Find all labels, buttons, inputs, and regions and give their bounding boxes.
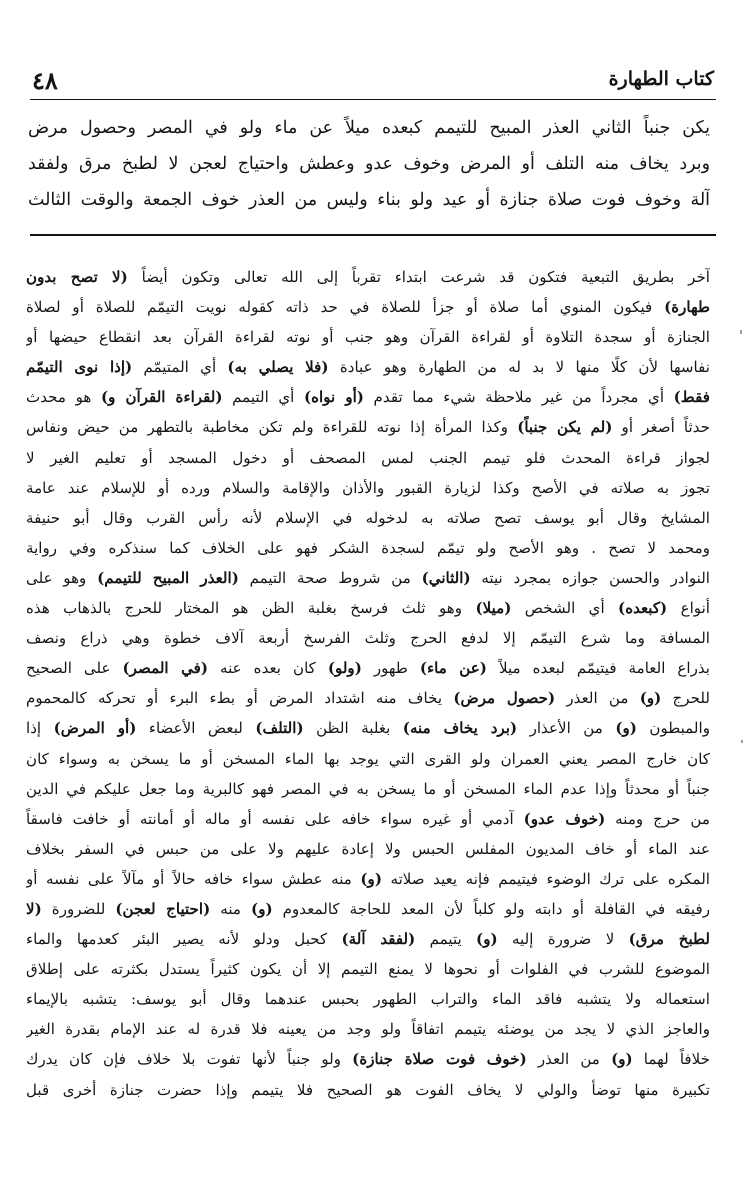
commentary-text: الموضوع للشرب في الفلوات أو نحوها لا يمنع التيمم إلا أن يكون كثيراً يستدل بكثرته على إطلاق — [26, 960, 710, 979]
quoted-matn-phrase: (و) — [615, 719, 637, 738]
commentary-text: أي الشخص — [511, 599, 619, 618]
commentary-line — [26, 774, 710, 804]
matn-line: آلة وخوف فوت صلاة جنازة أو عيد ولو بناء وليس من العذر خوف الجمعة والوقت الثالث — [28, 190, 710, 210]
commentary-text: المسافة وما شرع التيمّم إلا لدفع الحرج وثلث الفرسخ أربعة آلاف خطوة وهي ذراع ونصف — [26, 629, 710, 648]
commentary-text: أي التيمم — [222, 388, 304, 407]
quoted-matn-phrase: (و) — [611, 1050, 633, 1069]
commentary-text: لبعض الأعضاء — [136, 719, 256, 738]
commentary-text: من شروط صحة التيمم — [238, 568, 422, 587]
commentary-text: منه — [210, 899, 252, 918]
commentary-text: كان خارج المصر يعني العمران ولو القرى التي يوجد بها الماء المسخن أو ما يسخن به وسواء كان — [26, 749, 710, 768]
commentary-line — [26, 623, 710, 653]
commentary-line — [26, 1044, 710, 1074]
quoted-matn-phrase: (لقراءة القرآن و) — [100, 388, 223, 407]
commentary-line — [26, 533, 710, 563]
quoted-matn-phrase: (برد يخاف منه) — [402, 719, 518, 738]
commentary-line — [26, 894, 710, 924]
commentary-text: رفيقه في القافلة أو دابته ولو كلباً لأن المعد للحاجة كالمعدوم — [272, 899, 710, 918]
quoted-matn-phrase: (و) — [639, 689, 662, 708]
commentary-line — [26, 744, 710, 774]
quoted-matn-phrase: (أو نواه) — [304, 388, 364, 407]
commentary-line — [26, 443, 710, 473]
chapter-title: كتاب الطهارة — [608, 68, 714, 90]
quoted-matn-phrase: (لفقد آلة) — [341, 930, 416, 949]
quoted-matn-phrase: (عن ماء) — [419, 659, 487, 678]
commentary-text: ومحمد لا تصح . وهو الأصح ولو تيمّم لسجدة الشكر فهو على الخلاف كما سنذكره وفي رواية — [26, 538, 710, 557]
quoted-matn-phrase: (أو المرض) — [53, 719, 137, 738]
quoted-matn-phrase: (لا — [26, 899, 42, 918]
commentary-line — [26, 804, 710, 834]
commentary-text: نفاسها لأن كلًا منها لا بد له من الطهارة وهو عبادة — [328, 358, 710, 377]
commentary-line — [26, 352, 710, 382]
commentary-text: يخاف منه اشتداد المرض أو بطء البرء أو تحركه كالمحموم — [26, 689, 454, 708]
quoted-matn-phrase: (لم يكن جنباً) — [517, 418, 613, 437]
commentary-text: هو محدث — [26, 388, 101, 407]
commentary-text: أنواع — [667, 599, 710, 618]
page-number: ٤٨ — [32, 66, 58, 95]
commentary-line — [26, 834, 710, 864]
quoted-matn-phrase: (العذر المبيح للتيمم) — [97, 568, 239, 587]
commentary-text: والعاجز الذي لا يجد من يوضئه يتيمم اتفاقاً ولو وجد من يعينه فلا قدرة له عند الإمام بقدرة الغير — [26, 1020, 710, 1039]
quoted-matn-phrase: (كبعده) — [618, 599, 668, 618]
matn-line: وبرد يخاف منه التلف أو المرض وخوف عدو وعطش واحتياج لعجن لا لطبخ مرق ولفقد — [28, 154, 710, 174]
commentary-text: تكبيرة منها توضأ والولي لا يخاف الفوت هو الصحيح فلا يتيمم وإذا حضرت جنازة أخرى قبل — [26, 1080, 710, 1099]
commentary-text: بذراع العامة فيتيمّم لبعده ميلاً — [486, 659, 710, 678]
commentary-text: أي مجرداً من غير ملاحظة شيء مما تقدم — [363, 388, 674, 407]
commentary-text: المكره على ترك الوضوء فيتيمم فإنه يعيد صلاته — [381, 869, 710, 888]
commentary-line — [26, 382, 710, 412]
header-rule — [30, 99, 716, 100]
commentary-text: طهور — [361, 659, 420, 678]
commentary-text: استعماله ولا يتشبه فاقد الماء والتراب الطهور بحبس عندهما وقال أبو يوسف: يتشبه بالإيماء — [26, 990, 710, 1009]
commentary-text: خلافاً لهما — [632, 1050, 710, 1069]
commentary-text: على الصحيح — [26, 659, 123, 678]
commentary-text: بغلبة الظن — [303, 719, 403, 738]
commentary-text: حدثاً أصغر أو — [612, 418, 710, 437]
scan-speck — [740, 330, 742, 334]
quoted-matn-phrase: (في المصر) — [122, 659, 209, 678]
commentary-line — [26, 864, 710, 894]
quoted-matn-phrase: طهارة) — [664, 298, 710, 317]
commentary-text: ولو جنباً لأنها تفوت بلا خلاف فإن كان يدرك — [26, 1050, 353, 1069]
commentary-text: عند الماء أو خاف المديون المفلس الحبس ولا إعادة عليهم ولا على من حبس في السفر بخلاف — [26, 839, 710, 858]
commentary-line — [26, 503, 710, 533]
quoted-matn-phrase: لطبخ مرق) — [628, 930, 710, 949]
quoted-matn-phrase: (و) — [251, 899, 273, 918]
commentary-line — [26, 412, 710, 442]
quoted-matn-phrase: (حصول مرض) — [453, 689, 556, 708]
commentary-text: النوادر والحسن جوازه بمجرد نيته — [470, 568, 710, 587]
commentary-text: آخر بطريق التبعية فتكون قد شرعت ابتداء تقرباً إلى الله تعالى وتكون أيضاً — [127, 268, 710, 286]
commentary-line — [26, 262, 710, 292]
commentary-text: الجنازة أو سجدة التلاوة أو لقراءة القرآن وهو جنب أو نوته لقراءة القرآن بعد انقطاع حيضها أو — [26, 328, 710, 347]
commentary-text: أي المتيمّم — [132, 358, 228, 377]
quoted-matn-phrase: (احتياج لعجن) — [115, 899, 211, 918]
commentary-line — [26, 322, 710, 352]
commentary-line — [26, 653, 710, 683]
quoted-matn-phrase: (فلا يصلي به) — [227, 358, 329, 377]
quoted-matn-phrase: (لا تصح بدون — [26, 268, 128, 286]
commentary-text: لا ضرورة إليه — [497, 930, 629, 949]
commentary-text: من حرج ومنه — [605, 809, 710, 828]
commentary-text: من العذر — [526, 1050, 612, 1069]
commentary-line — [26, 473, 710, 503]
commentary-line — [26, 1014, 710, 1044]
commentary-text: من العذر — [555, 689, 640, 708]
commentary-text: يتيمم — [415, 930, 477, 949]
quoted-matn-phrase: (ميلا) — [475, 599, 512, 618]
quoted-matn-phrase: (خوف فوت صلاة جنازة) — [352, 1050, 527, 1069]
quoted-matn-phrase: فقط) — [673, 388, 710, 407]
commentary-text: وهو ثلث فرسخ بغلبة الظن هو المختار للحرج بالذهاب هذه — [26, 599, 476, 618]
commentary-line — [26, 713, 710, 743]
quoted-matn-phrase: (الثاني) — [421, 568, 471, 587]
commentary-text: من الأعذار — [517, 719, 616, 738]
matn-text-block — [28, 110, 710, 218]
commentary-text: كحبل ودلو لأنه يصير البئر كعدمها والماء — [26, 930, 342, 949]
commentary-line — [26, 924, 710, 954]
matn-commentary-separator — [30, 234, 716, 236]
commentary-line — [26, 984, 710, 1014]
commentary-text: وهو على — [26, 568, 98, 587]
commentary-text: وكذا المرأة إذا نوته للقراءة ولم تكن مخاطبة بالتطهر من حيض ونفاس — [26, 418, 518, 437]
commentary-text: لجواز قراءة المحدث فلو تيمم الجنب لمس المصحف أو دخول المسجد أو تعليم الغير لا — [26, 448, 710, 467]
commentary-line — [26, 563, 710, 593]
commentary-text: للضرورة — [41, 899, 116, 918]
commentary-text: جنباً أو محدثاً وإذا عدم الماء المسخن أو ما يسخن به في المصر فهو كالبرية وما جعل عليكم في الدين — [26, 779, 710, 798]
quoted-matn-phrase: (إذا نوى التيمّم — [26, 358, 133, 377]
commentary-text: للحرج — [661, 689, 710, 708]
quoted-matn-phrase: (خوف عدو) — [523, 809, 606, 828]
commentary-text: كان بعده عنه — [208, 659, 328, 678]
quoted-matn-phrase: (و) — [476, 930, 498, 949]
running-header — [32, 66, 714, 96]
quoted-matn-phrase: (التلف) — [255, 719, 304, 738]
commentary-text: منه عطش سواء خافه حالاً أو مآلاً على نفسه أو — [26, 869, 361, 888]
commentary-text: والمبطون — [636, 719, 710, 738]
commentary-line — [26, 1075, 710, 1105]
commentary-text: تجوز به صلاته في الأصح وكذا لزيارة القبور والأذان والإقامة والسلام ورده أو للإسلام عند عامة — [26, 478, 710, 497]
commentary-text: فيكون المنوي أما صلاة أو جزأ للصلاة في حد ذاته كقوله نويت التيمّم للصلاة أو لصلاة — [26, 298, 665, 317]
commentary-text: إذا — [26, 719, 54, 738]
commentary-line — [26, 954, 710, 984]
commentary-text: آدمي أو غيره سواء خافه على نفسه أو ماله أو أمانته أو خافت فاسقاً — [26, 809, 524, 828]
commentary-text-block — [26, 262, 710, 1105]
commentary-line — [26, 292, 710, 322]
commentary-line — [26, 593, 710, 623]
commentary-text: المشايخ وقال أبو يوسف تصح صلاته به لدخوله في الإسلام لأنه رأس القرب وقال أبو حنيفة — [26, 508, 710, 527]
scan-speck — [741, 740, 743, 743]
quoted-matn-phrase: (ولو) — [327, 659, 362, 678]
quoted-matn-phrase: (و) — [360, 869, 382, 888]
commentary-line — [26, 683, 710, 713]
matn-line: يكن جنباً الثاني العذر المبيح للتيمم كبعده ميلاً عن ماء ولو في المصر وحصول مرض — [28, 118, 710, 138]
